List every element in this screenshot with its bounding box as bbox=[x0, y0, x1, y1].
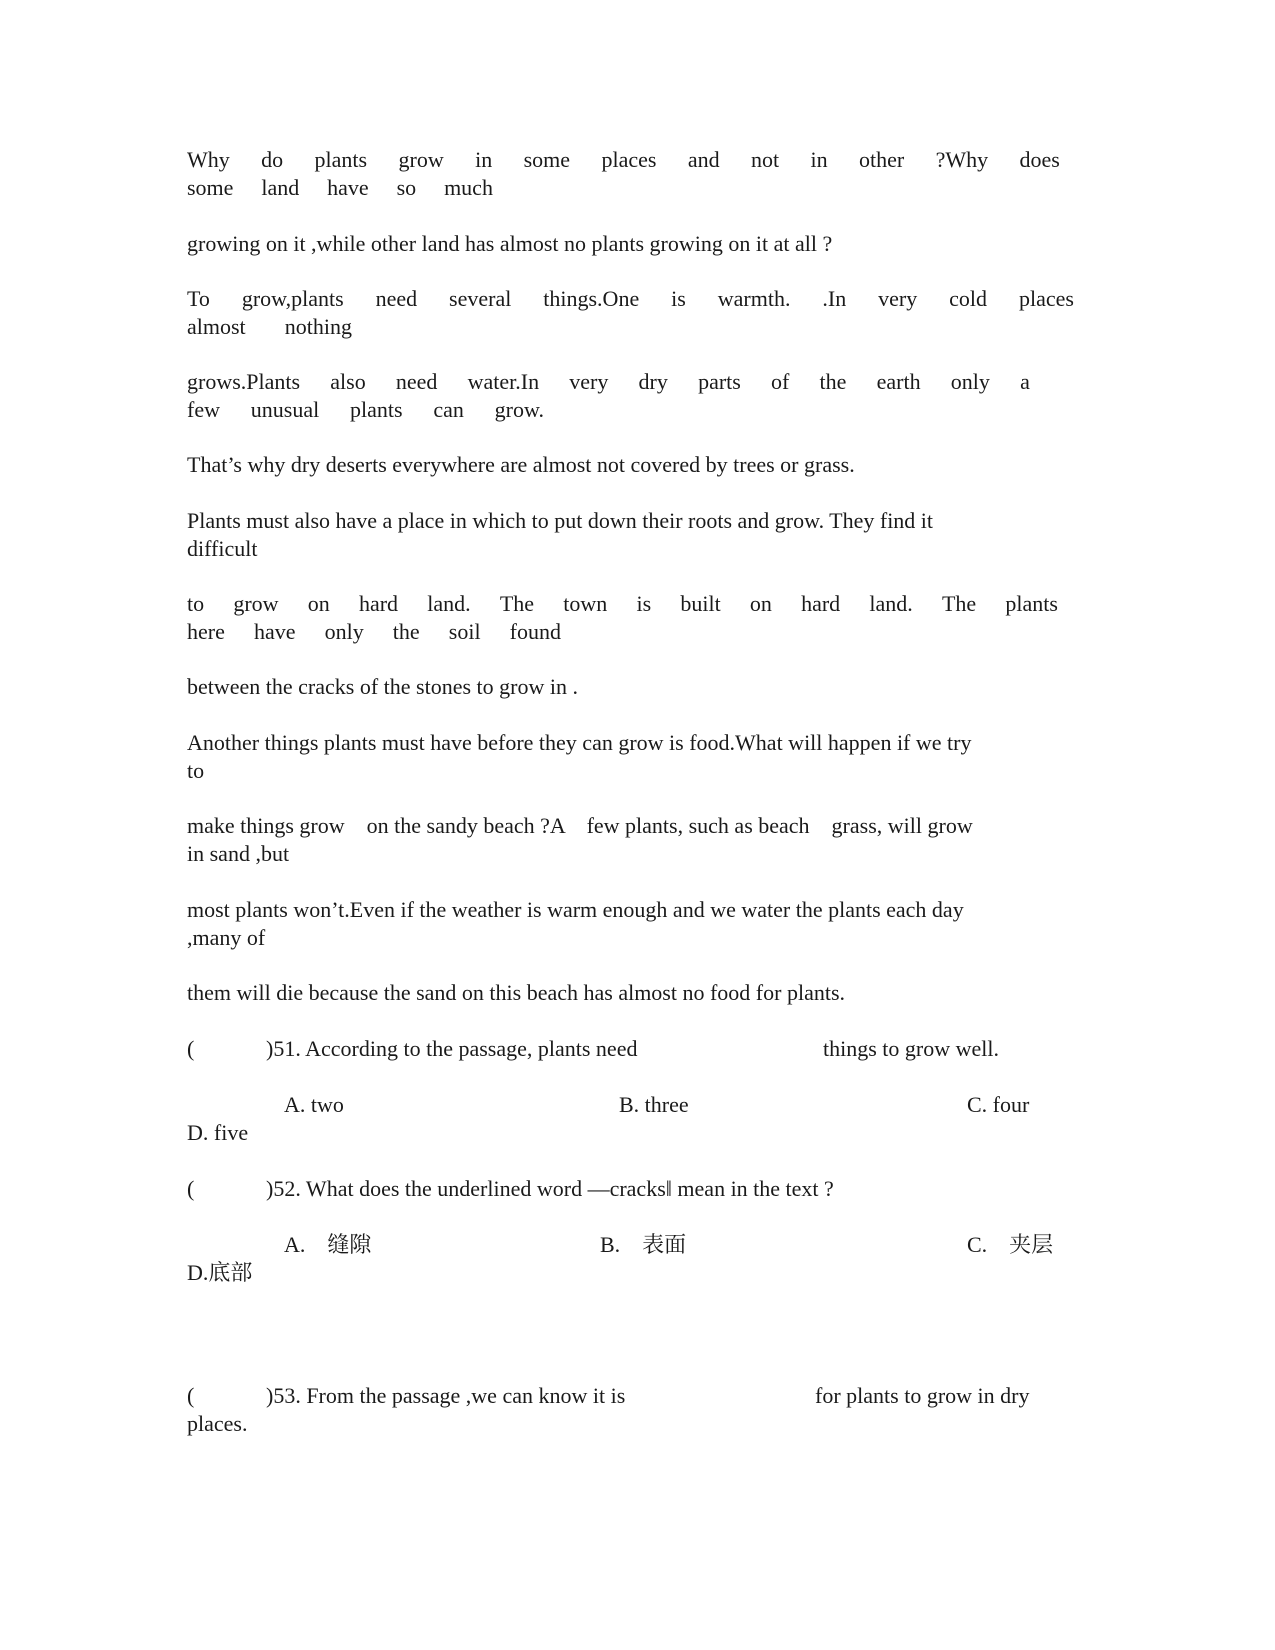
passage-word: the bbox=[819, 369, 847, 394]
passage-word: soil bbox=[448, 619, 481, 644]
passage-line-7b bbox=[187, 618, 561, 646]
passage-word: found bbox=[509, 619, 561, 644]
passage-word: need bbox=[375, 286, 418, 311]
answer-blank-paren[interactable]: ( bbox=[187, 1036, 195, 1061]
passage-line-10b: in sand ,but bbox=[187, 841, 290, 866]
passage-word: cold bbox=[949, 286, 988, 311]
passage-word: very bbox=[878, 286, 918, 311]
passage-word: of bbox=[771, 369, 790, 394]
question-stem: )51. According to the passage, plants need bbox=[266, 1036, 638, 1061]
passage-word: and bbox=[687, 147, 720, 172]
passage-word: not bbox=[750, 147, 780, 172]
passage-word: things.One bbox=[543, 286, 640, 311]
passage-word: earth bbox=[876, 369, 921, 394]
passage-word: grow bbox=[233, 591, 279, 616]
passage-line-11a: most plants won’t.Even if the weather is warm enough and we water the plants each day bbox=[187, 897, 964, 922]
option-a: A. 缝隙 bbox=[284, 1232, 372, 1257]
passage-line-9a: Another things plants must have before they can grow is food.What will happen if we try bbox=[187, 730, 972, 755]
passage-line-7a bbox=[187, 590, 1058, 618]
passage-word: dry bbox=[638, 369, 668, 394]
passage-word: few bbox=[187, 397, 220, 422]
passage-word: To bbox=[187, 286, 210, 311]
passage-word: in bbox=[810, 147, 828, 172]
option-b: B. 表面 bbox=[600, 1232, 687, 1257]
passage-word: grow bbox=[398, 147, 444, 172]
passage-word: does bbox=[1019, 147, 1060, 172]
passage-line-1a bbox=[187, 146, 1060, 174]
passage-word: land. bbox=[427, 591, 471, 616]
passage-line-11b: ,many of bbox=[187, 925, 266, 950]
question-stem-continued: places. bbox=[187, 1411, 248, 1436]
passage-word: have bbox=[327, 175, 369, 200]
passage-word: some bbox=[187, 175, 234, 200]
question-stem: )53. From the passage ,we can know it is bbox=[266, 1383, 626, 1408]
passage-word: plants bbox=[314, 147, 368, 172]
passage-word: so bbox=[396, 175, 417, 200]
passage-word: also bbox=[330, 369, 366, 394]
passage-word: in bbox=[475, 147, 493, 172]
passage-line-1b bbox=[187, 174, 493, 202]
passage-word: Why bbox=[187, 147, 230, 172]
passage-line-4b bbox=[187, 396, 544, 424]
passage-word: is bbox=[636, 591, 652, 616]
passage-word: on bbox=[307, 591, 330, 616]
passage-word: warmth. bbox=[717, 286, 791, 311]
passage-word: some bbox=[523, 147, 571, 172]
passage-word: have bbox=[253, 619, 296, 644]
answer-blank-paren[interactable]: ( bbox=[187, 1176, 195, 1201]
passage-word: on bbox=[749, 591, 772, 616]
passage-word: nothing bbox=[284, 314, 352, 339]
passage-line-3a bbox=[187, 285, 1074, 313]
passage-line-6b: difficult bbox=[187, 536, 258, 561]
question-stem: )52. What does the underlined word ―cracks‖ mean in the text ? bbox=[266, 1176, 834, 1201]
passage-line-12: them will die because the sand on this beach has almost no food for plants. bbox=[187, 980, 846, 1005]
passage-word: hard bbox=[801, 591, 841, 616]
passage-word: town bbox=[563, 591, 608, 616]
passage-word: only bbox=[324, 619, 364, 644]
passage-word: parts bbox=[698, 369, 741, 394]
passage-word: grow,plants bbox=[241, 286, 344, 311]
passage-line-5: That’s why dry deserts everywhere are almost not covered by trees or grass. bbox=[187, 452, 855, 477]
passage-word: only bbox=[950, 369, 990, 394]
passage-word: .In bbox=[822, 286, 847, 311]
passage-word: land. bbox=[869, 591, 913, 616]
passage-word: do bbox=[261, 147, 284, 172]
option-d: D.底部 bbox=[187, 1260, 253, 1285]
passage-word: water.In bbox=[467, 369, 540, 394]
passage-line-3b bbox=[187, 313, 352, 341]
passage-line-9b: to bbox=[187, 758, 205, 783]
option-c: C. 夹层 bbox=[967, 1232, 1054, 1257]
passage-word: places bbox=[1018, 286, 1074, 311]
passage-line-8: between the cracks of the stones to grow in . bbox=[187, 674, 578, 699]
passage-word: other bbox=[859, 147, 905, 172]
passage-line-6a: Plants must also have a place in which to put down their roots and grow. They find it bbox=[187, 508, 934, 533]
passage-line-4a bbox=[187, 368, 1030, 396]
option-d: D. five bbox=[187, 1120, 249, 1145]
passage-word: much bbox=[444, 175, 493, 200]
passage-word: hard bbox=[358, 591, 399, 616]
passage-word: here bbox=[187, 619, 225, 644]
passage-word: several bbox=[449, 286, 512, 311]
passage-word: plants bbox=[1005, 591, 1058, 616]
passage-word: can bbox=[433, 397, 464, 422]
passage-word: need bbox=[395, 369, 438, 394]
passage-word: plants bbox=[350, 397, 403, 422]
question-stem-end: for plants to grow in dry bbox=[815, 1383, 1030, 1408]
option-a: A. two bbox=[284, 1092, 344, 1117]
passage-word: to bbox=[187, 591, 205, 616]
passage-word: ?Why bbox=[935, 147, 989, 172]
passage-word: the bbox=[392, 619, 420, 644]
question-stem-end: things to grow well. bbox=[823, 1036, 999, 1061]
passage-word: places bbox=[601, 147, 657, 172]
passage-line-10a: make things grow on the sandy beach ?A few plants, such as beach grass, will grow bbox=[187, 813, 973, 838]
passage-word: The bbox=[499, 591, 535, 616]
passage-word: grow. bbox=[494, 397, 544, 422]
option-c: C. four bbox=[967, 1092, 1030, 1117]
passage-word: very bbox=[569, 369, 609, 394]
answer-blank-paren[interactable]: ( bbox=[187, 1383, 195, 1408]
passage-line-2: growing on it ,while other land has almost no plants growing on it at all ? bbox=[187, 231, 833, 256]
passage-word: The bbox=[941, 591, 977, 616]
passage-word: unusual bbox=[250, 397, 320, 422]
passage-word: is bbox=[671, 286, 686, 311]
option-b: B. three bbox=[619, 1092, 689, 1117]
passage-word: almost bbox=[187, 314, 246, 339]
passage-word: grows.Plants bbox=[187, 369, 301, 394]
passage-word: land bbox=[261, 175, 300, 200]
passage-word: a bbox=[1020, 369, 1030, 394]
passage-word: built bbox=[680, 591, 721, 616]
